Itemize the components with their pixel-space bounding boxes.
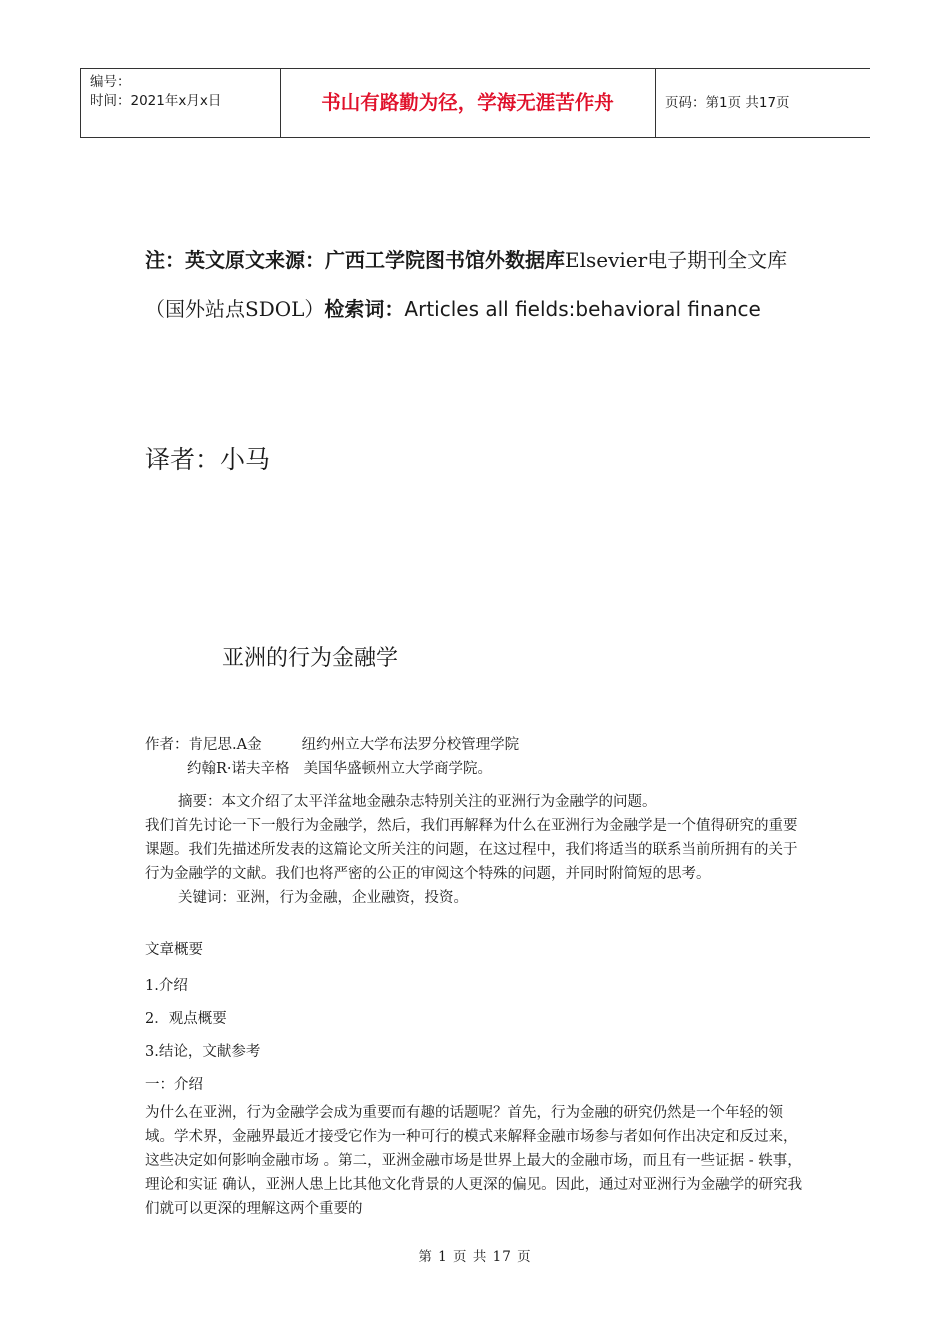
intro-text [145,1101,807,1221]
header-motto: 书山有路勤为径，学海无涯苦作舟 [321,91,614,114]
abstract-line: 摘要：本文介绍了太平洋盆地金融杂志特别关注的亚洲行为金融学的问题。 [178,794,657,810]
note-keyword-label: 检索词： [324,297,405,321]
note-source: Elsevier电子期刊全文库（国外站点SDOL） [145,248,788,321]
note-keyword-value: Articles all fields:behavioral finance [404,297,761,321]
header-divider [80,69,81,137]
section-heading: 一：介绍 [145,1077,203,1093]
source-note [145,236,805,334]
number-label: 编号： [90,74,131,90]
authors [145,733,519,781]
note-prefix: 注：英文原文来源：广西工学院图书馆外数据库 [145,248,565,272]
intro-paragraph: 为什么在亚洲，行为金融学会成为重要而有趣的话题呢？首先，行为金融的研究仍然是一个年轻的领域。学术界，金融界最近才接受它作为一种可行的模式来解释金融市场参与者如何作出决定和反过来，这些决定如何影响金融市场 。第二，亚洲金融市场是世界上最大的金融市场，而且有一些证据 - 轶事，理论和实证 确认，亚洲人患上比其他文化背景的人更深的偏见。因此，通过对亚洲行为金融学的研究我们就可以更深的理解这两个重要的 [145,1105,803,1217]
header-divider [655,69,656,137]
keywords: 关键词：亚洲，行为金融，企业融资，投资。 [178,890,468,906]
author1-affiliation: 纽约州立大学布法罗分校管理学院 [301,737,520,753]
abstract [145,790,807,910]
page-footer: 第 1 页 共 17 页 [418,1249,532,1265]
abstract-paragraph: 我们首先讨论一下一般行为金融学，然后，我们再解释为什么在亚洲行为金融学是一个值得研究的重要课题。我们先描述所发表的这篇论文所关注的问题，在这过程中，我们将适当的联系当前所拥有的关于行为金融学的文献。我们也将严密的公正的审阅这个特殊的问题，并同时附简短的思考。 [145,818,798,882]
header-meta [90,73,221,111]
translator: 译者：小马 [145,445,271,474]
time-label: 时间：2021年x月x日 [90,93,222,109]
header-page-label: 页码：第1页 共17页 [665,95,790,111]
author1-label: 作者：肯尼思.A金 [145,737,262,753]
header-box [80,68,870,138]
outline-heading: 文章概要 [145,942,203,958]
article-title: 亚洲的行为金融学 [222,646,399,671]
outline-item: 2．观点概要 [145,1011,227,1027]
author2-affiliation: 美国华盛顿州立大学商学院。 [303,761,493,777]
outline-item: 3.结论，文献参考 [145,1044,261,1060]
outline-item: 1.介绍 [145,978,188,994]
author2-name: 约翰R·诺夫辛格 [187,761,290,777]
